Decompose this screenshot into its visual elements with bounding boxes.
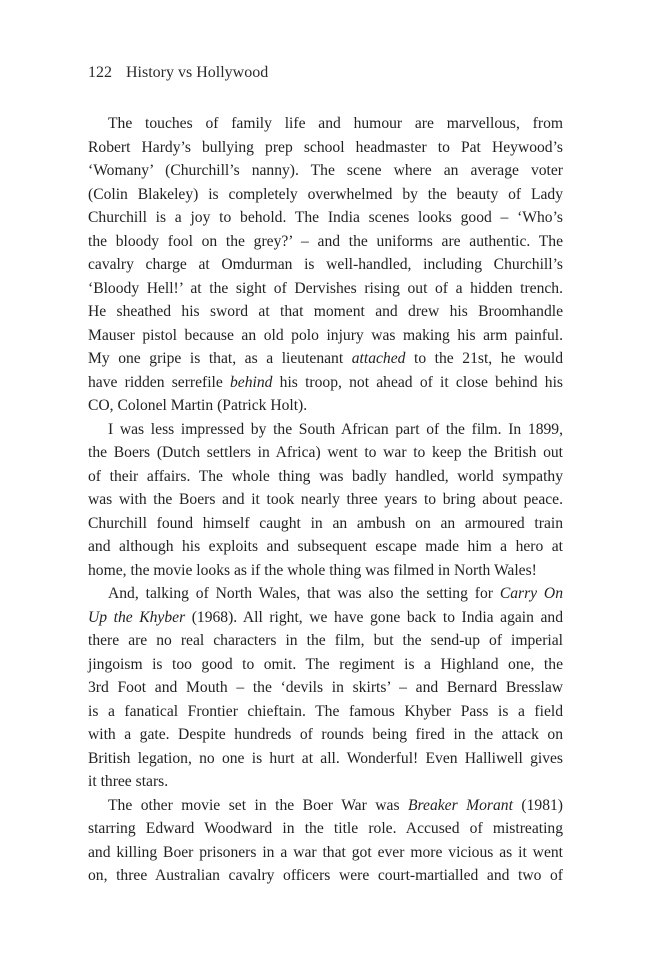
text-segment: And, talking of North Wales, that was also the setting for [108, 585, 500, 602]
text-segment: his troop, not ahead of it close behind his [272, 373, 564, 391]
text-line: home, the movie looks as if the whole thing was filmed in North Wales! [88, 561, 537, 579]
text-line [88, 347, 563, 371]
text-line [88, 794, 563, 818]
text-line: the Boers (Dutch settlers in Africa) went to war to keep the British out [88, 444, 563, 461]
text-line: Churchill found himself caught in an ambush on an armoured train [88, 514, 563, 532]
text-line: it three stars. [88, 773, 169, 790]
text-line [88, 606, 563, 630]
text-line: (Colin Blakeley) is completely overwhelmed by the beauty of Lady [88, 185, 563, 203]
text-line: there are no real characters in the film, but the send-up of imperial [88, 632, 563, 649]
running-title: History vs Hollywood [126, 64, 269, 81]
text-segment: The other movie set in the Boer War was [108, 796, 409, 814]
text-line: and killing Boer prisoners in a war that got ever more vicious as it went [88, 843, 563, 861]
text-line: ‘Bloody Hell!’ at the sight of Dervishes rising out of a hidden trench. [88, 279, 563, 297]
text-line: The touches of family life and humour are marvellous, from [108, 115, 563, 132]
italic-title: behind [230, 373, 273, 391]
text-line: starring Edward Woodward in the title role. Accused of mistreating [88, 820, 563, 837]
text-line: Churchill is a joy to behold. The India scenes looks good – ‘Who’s [88, 209, 563, 226]
text-segment: My one gripe is that, as a lieutenant [88, 350, 352, 367]
italic-title: Carry On [499, 585, 563, 602]
text-line: I was less impressed by the South African part of the film. In 1899, [108, 420, 563, 438]
running-head [88, 64, 268, 82]
text-line: Mauser pistol because an old polo injury was making his arm painful. [88, 326, 563, 344]
text-line [88, 582, 563, 606]
text-line: is a fanatical Frontier chieftain. The famous Khyber Pass is a field [88, 702, 563, 720]
page-number: 122 [88, 64, 112, 81]
text-line: CO, Colonel Martin (Patrick Holt). [88, 397, 308, 414]
text-segment: (1968). All right, we have gone back to India again and [185, 608, 564, 626]
text-line: with a gate. Despite hundreds of rounds being fired in the attack on [88, 726, 563, 743]
text-segment: to the 21st, he would [405, 350, 563, 367]
text-line [88, 371, 563, 395]
italic-title: Up the Khyber [88, 608, 186, 626]
text-line: on, three Australian cavalry officers were court-martialled and two of [88, 867, 563, 884]
text-line: and although his exploits and subsequent escape made him a hero at [88, 538, 563, 555]
italic-title: Breaker Morant [408, 796, 513, 814]
text-line: cavalry charge at Omdurman is well-handled, including Churchill’s [88, 256, 563, 273]
text-line: Robert Hardy’s bullying prep school headmaster to Pat Heywood’s [88, 138, 563, 156]
text-line: the bloody fool on the grey?’ – and the uniforms are authentic. The [88, 232, 563, 250]
text-line: of their affairs. The whole thing was badly handled, world sympathy [88, 467, 563, 485]
text-line: ‘Womany’ (Churchill’s nanny). The scene where an average voter [88, 162, 563, 179]
text-line: British legation, no one is hurt at all. Wonderful! Even Halliwell gives [88, 749, 563, 767]
text-line: He sheathed his sword at that moment and drew his Broomhandle [88, 303, 563, 320]
text-line: was with the Boers and it took nearly three years to bring about peace. [88, 491, 563, 508]
text-line: 3rd Foot and Mouth – the ‘devils in skirts’ – and Bernard Bresslaw [88, 679, 563, 696]
body-text [88, 112, 563, 888]
text-segment: have ridden serrefile [88, 373, 230, 391]
text-line: jingoism is too good to omit. The regiment is a Highland one, the [88, 655, 563, 673]
text-segment: (1981) [512, 796, 563, 814]
italic-title: attached [351, 350, 406, 367]
